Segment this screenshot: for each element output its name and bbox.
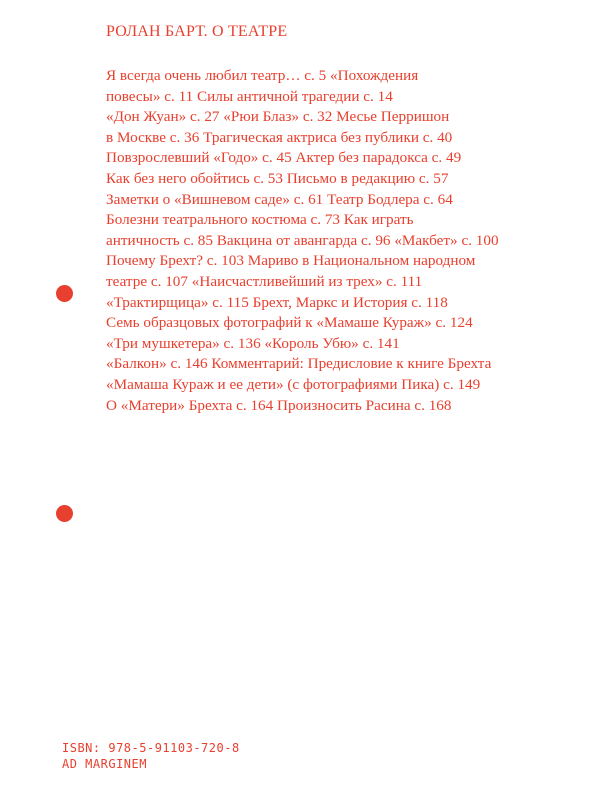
publisher-name: AD MARGINEM: [62, 757, 147, 771]
toc-line: «Три мушкетера» с. 136 «Король Убю» с. 141: [106, 334, 400, 352]
toc-line: Семь образцовых фотографий к «Мамаше Кураж» с. 124: [106, 314, 473, 332]
toc-line: «Балкон» с. 146 Комментарий: Предисловие к книге Брехта: [106, 355, 492, 373]
toc-line: Повзрослевший «Годо» с. 45 Актер без парадокса с. 49: [106, 149, 462, 167]
toc-line: «Трактирщица» с. 115 Брехт, Маркс и История с. 118: [106, 293, 448, 311]
toc-line: Почему Брехт? с. 103 Мариво в Национальном народном: [106, 252, 476, 270]
imprint-block: [62, 740, 240, 772]
toc-line: Болезни театрального костюма с. 73 Как играть: [106, 211, 414, 229]
table-of-contents: [106, 66, 576, 416]
toc-line: «Дон Жуан» с. 27 «Рюи Блаз» с. 32 Месье Перришон: [106, 108, 450, 126]
toc-line: Заметки о «Вишневом саде» с. 61 Театр Бодлера с. 64: [106, 190, 453, 208]
toc-line: в Москве с. 36 Трагическая актриса без публики с. 40: [106, 128, 453, 146]
toc-line: повесы» с. 11 Силы античной трагедии с. 14: [106, 87, 393, 105]
toc-line: античность с. 85 Вакцина от авангарда с. 96 «Макбет» с. 100: [106, 231, 499, 249]
isbn-number: ISBN: 978-5-91103-720-8: [62, 741, 240, 755]
toc-line: театре с. 107 «Наисчастливейший из трех» с. 111: [106, 272, 423, 290]
book-title: РОЛАН БАРТ. О ТЕАТРЕ: [106, 23, 288, 40]
toc-line: Я всегда очень любил театр… с. 5 «Похождения: [106, 67, 419, 84]
toc-line: «Мамаша Кураж и ее дети» (с фотографиями Пика) с. 149: [106, 375, 481, 393]
toc-line: Как без него обойтись с. 53 Письмо в редакцию с. 57: [106, 169, 449, 187]
binder-hole-dot: [56, 285, 73, 302]
toc-line: О «Матери» Брехта с. 164 Произносить Расина с. 168: [106, 396, 452, 414]
binder-hole-dot: [56, 505, 73, 522]
